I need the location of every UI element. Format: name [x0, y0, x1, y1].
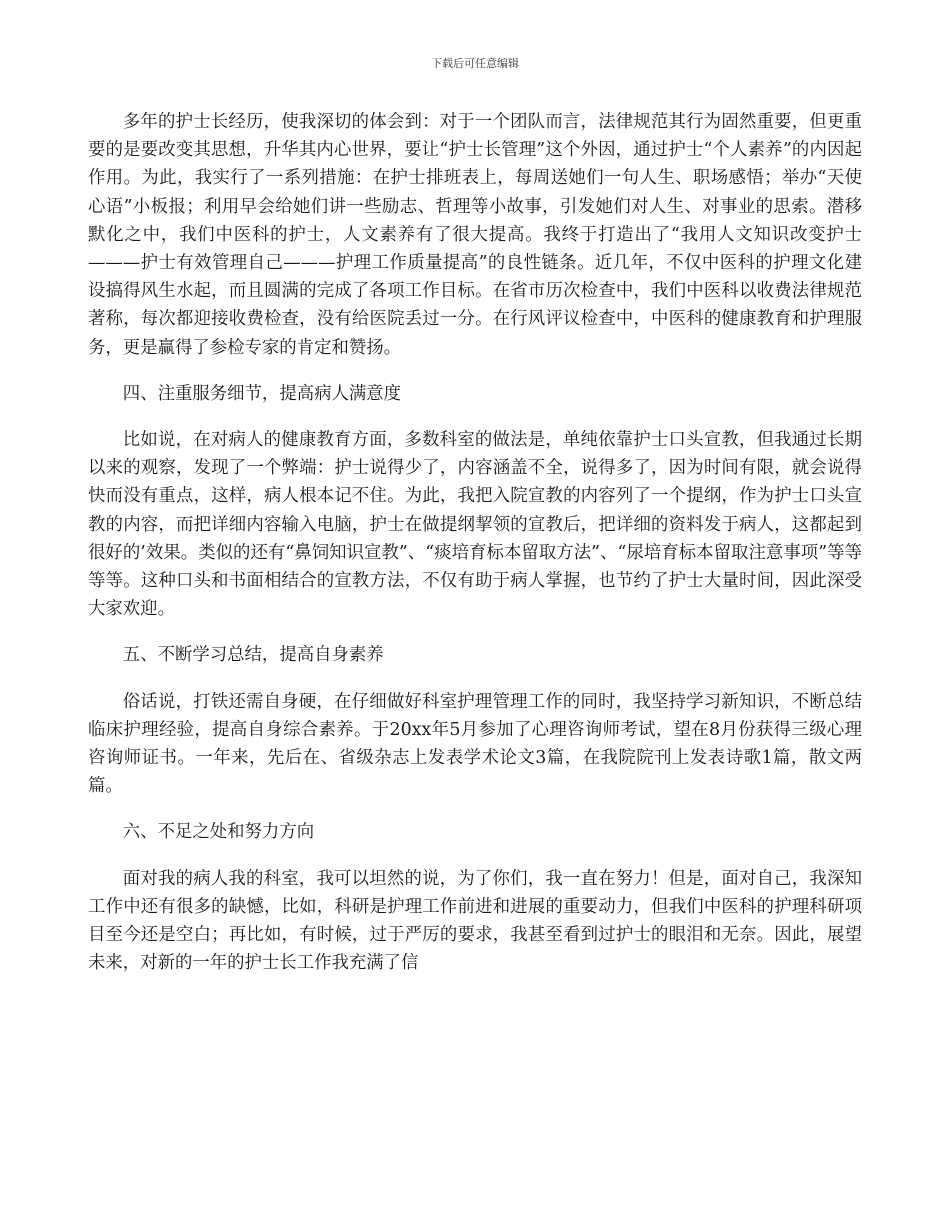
spacer [88, 847, 862, 865]
section-heading-6: 六、不足之处和努力方向 [122, 822, 315, 843]
paragraph-shortcomings: 面对我的病人我的科室，我可以坦然的说，为了你们，我一直在努力！但是，面对自己，我深知工作中还有很多的缺憾，比如，科研是护理工作前进和进展的重要动力，但我们中医科的护理科研项目至今还是空白；再比如，有时候，过于严厉的要求，我甚至看到过护士的眼泪和无奈。因此，展望未来，对新的一年的护士长工作我充满了信 [88, 868, 862, 974]
document-body [88, 108, 862, 977]
paragraph-self-study: 俗话说，打铁还需自身硬，在仔细做好科室护理管理工作的同时，我坚持学习新知识，不断总结临床护理经验，提高自身综合素养。于20xx年5月参加了心理咨询师考试，望在8月份获得三级心理咨询师证书。一年来，先后在、省级杂志上发表学术论文3篇，在我院院刊上发表诗歌1篇，散文两篇。 [88, 691, 862, 797]
spacer [88, 800, 862, 818]
page-header-note: 下载后可任意编辑 [431, 57, 519, 70]
spacer [88, 623, 862, 641]
spacer [88, 408, 862, 426]
spacer [88, 362, 862, 380]
paragraph-team-culture: 多年的护士长经历，使我深切的体会到：对于一个团队而言，法律规范其行为固然重要，但更重要的是要改变其思想，升华其内心世界，要让“护士长管理”这个外因，通过护士“个人素养”的内因起作用。为此，我实行了一系列措施：在护士排班表上，每周送她们一句人生、职场感悟；举办“天使心语”小板报；利用早会给她们讲一些励志、哲理等小故事，引发她们对人生、对事业的思索。潜移默化之中，我们中医科的护士，人文素养有了很大提高。我终于打造出了“我用人文知识改变护士———护士有效管理自己———护理工作质量提高”的良性链条。近几年，不仅中医科的护理文化建设搞得风生水起，而且圆满的完成了各项工作目标。在省市历次检查中，我们中医科以收费法律规范著称，每次都迎接收费检查，没有给医院丢过一分。在行风评议检查中，中医科的健康教育和护理服务，更是赢得了参检专家的肯定和赞扬。 [88, 112, 862, 358]
section-heading-4: 四、注重服务细节，提高病人满意度 [122, 383, 402, 404]
paragraph-health-education: 比如说，在对病人的健康教育方面，多数科室的做法是，单纯依靠护士口头宣教，但我通过长期以来的观察，发现了一个弊端：护士说得少了，内容涵盖不全，说得多了，因为时间有限，就会说得快而没有重点，这样，病人根本记不住。为此，我把入院宣教的内容列了一个提纲，作为护士口头宣教的内容，而把详细内容输入电脑，护士在做提纲挈领的宣教后，把详细的资料发于病人，这都起到很好的’效果。类似的还有“鼻饲知识宣教”、“痰培育标本留取方法”、“尿培育标本留取注意事项”等等等等。这种口头和书面相结合的宣教方法，不仅有助于病人掌握，也节约了护士大量时间，因此深受大家欢迎。 [88, 430, 862, 620]
section-heading-5: 五、不断学习总结，提高自身素养 [122, 645, 384, 666]
spacer [88, 670, 862, 688]
